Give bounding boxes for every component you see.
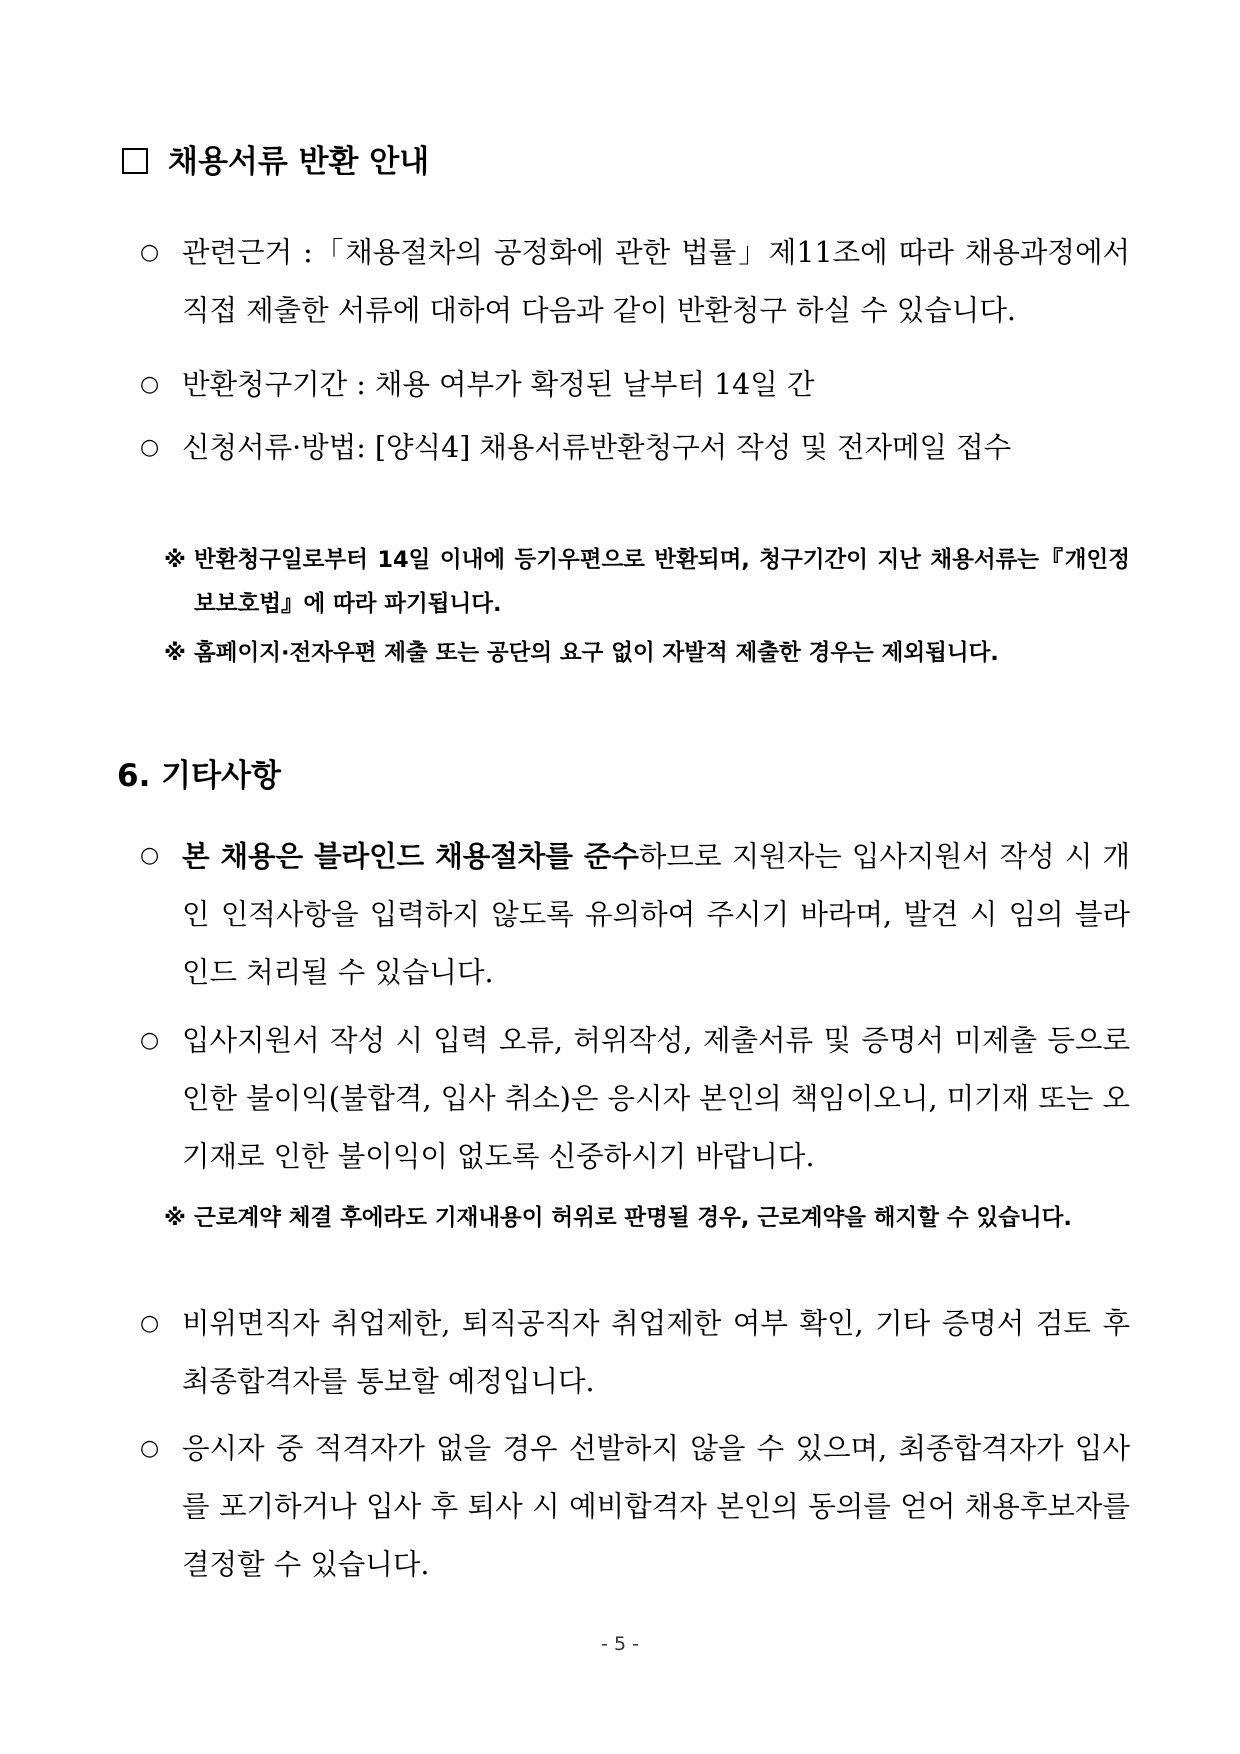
- page-number: - 5 -: [601, 1633, 639, 1655]
- circle-bullet-icon: ○: [140, 435, 160, 460]
- item-text: 반환청구기간 : 채용 여부가 확정된 날부터 14일 간: [182, 368, 815, 401]
- note-text: 반환청구일로부터 14일 이내에 등기우편으로 반환되며, 청구기간이 지난 채용서류는『개인정보보호법』에 따라 파기됩니다.: [194, 547, 1130, 617]
- note-text: 근로계약 체결 후에라도 기재내용이 허위로 판명될 경우, 근로계약을 해지할 수 있습니다.: [194, 1205, 1072, 1231]
- reference-mark-icon: ※: [164, 640, 186, 666]
- reference-mark-icon: ※: [164, 1205, 186, 1231]
- circle-bullet-icon: ○: [140, 372, 160, 397]
- list-item: [140, 1420, 1130, 1594]
- item-text: [182, 827, 1130, 1002]
- note: [164, 538, 1130, 626]
- emphasis-text: 본 채용은 블라인드 채용절차를 준수: [182, 839, 639, 873]
- list-item: [140, 1295, 1130, 1411]
- list-item: [140, 1012, 1130, 1186]
- section-heading-other-matters: 6. 기타사항: [117, 758, 281, 794]
- section-title: 채용서류 반환 안내: [168, 144, 430, 180]
- circle-bullet-icon: ○: [140, 1436, 160, 1461]
- circle-bullet-icon: ○: [140, 240, 160, 265]
- list-item: [140, 827, 1130, 1002]
- circle-bullet-icon: ○: [140, 1311, 160, 1336]
- item-text: 신청서류·방법: [양식4] 채용서류반환청구서 작성 및 전자메일 접수: [182, 431, 1012, 464]
- note-text: 홈페이지·전자우편 제출 또는 공단의 요구 없이 자발적 제출한 경우는 제외됩니다.: [194, 640, 999, 666]
- reference-mark-icon: ※: [164, 547, 186, 573]
- item-text: 입사지원서 작성 시 입력 오류, 허위작성, 제출서류 및 증명서 미제출 등으로 인한 불이익(불합격, 입사 취소)은 응시자 본인의 책임이오니, 미기재 또는 오기재로 인한 불이익이 없도록 신중하시기 바랍니다.: [182, 1024, 1130, 1173]
- circle-bullet-icon: ○: [140, 843, 160, 868]
- list-item: [140, 356, 1130, 414]
- circle-bullet-icon: ○: [140, 1028, 160, 1053]
- item-text: 관련근거 :「채용절차의 공정화에 관한 법률」제11조에 따라 채용과정에서 직접 제출한 서류에 대하여 다음과 같이 반환청구 하실 수 있습니다.: [182, 236, 1130, 327]
- list-item: [140, 419, 1130, 477]
- item-text: 비위면직자 취업제한, 퇴직공직자 취업제한 여부 확인, 기타 증명서 검토 후 최종합격자를 통보할 예정입니다.: [182, 1307, 1130, 1398]
- empty-square-icon: [122, 148, 148, 174]
- item-text: 응시자 중 적격자가 없을 경우 선발하지 않을 수 있으며, 최종합격자가 입사를 포기하거나 입사 후 퇴사 시 예비합격자 본인의 동의를 얻어 채용후보자를 결정할 수 있습니다.: [182, 1432, 1130, 1581]
- note: [164, 631, 1130, 675]
- note: [164, 1196, 1130, 1240]
- list-item: [140, 224, 1130, 340]
- item-text-rest: 하므로 지원자는 입사지원서 작성 시 개인 인적사항을 입력하지 않도록 유의하여 주시기 바라며, 발견 시 임의 블라인드 처리될 수 있습니다.: [182, 840, 1131, 989]
- section-heading-document-return: [120, 142, 429, 182]
